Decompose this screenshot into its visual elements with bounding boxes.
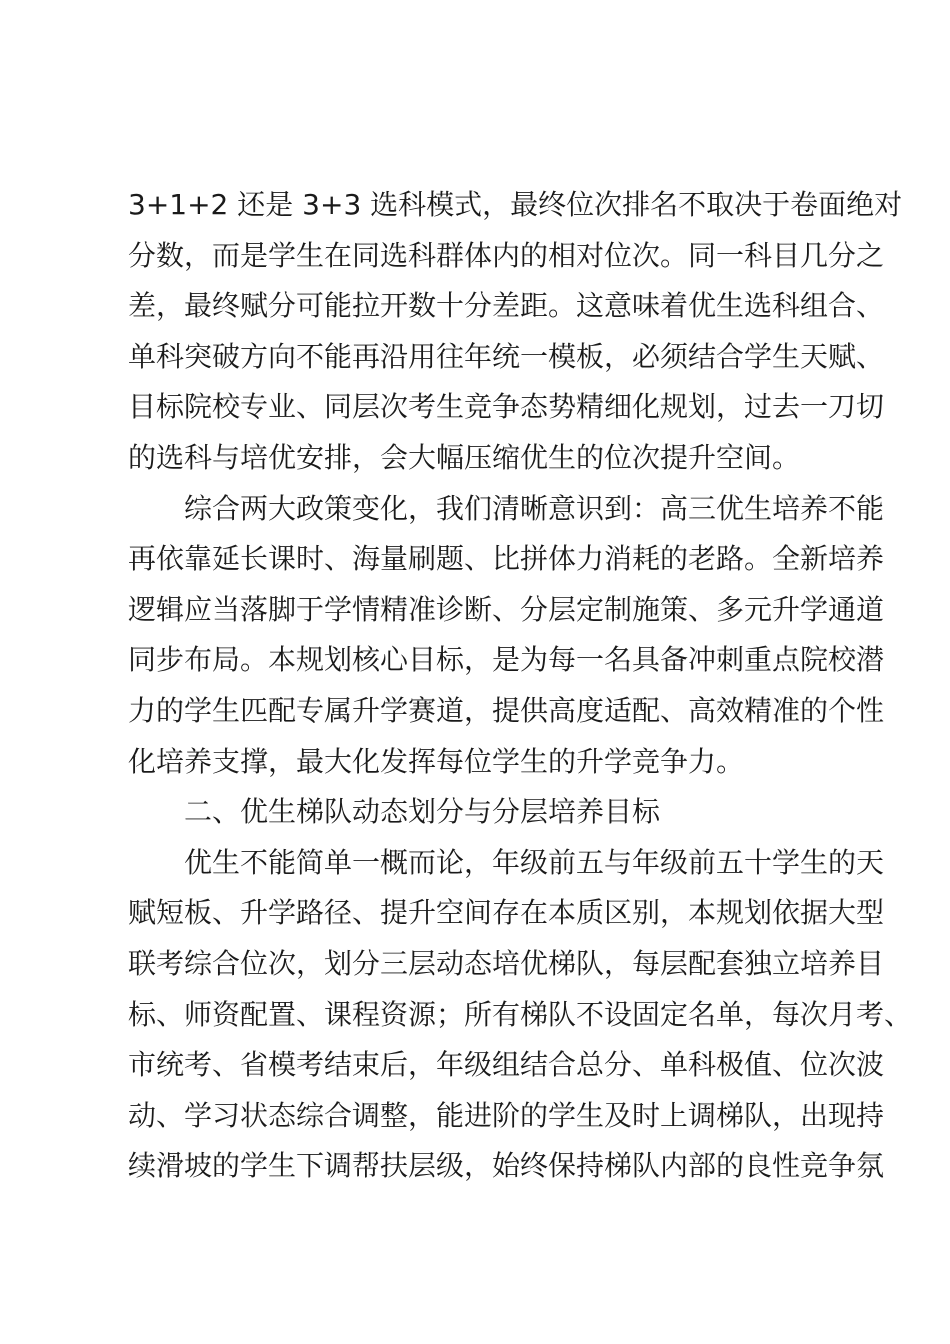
paragraph-line: 联考综合位次，划分三层动态培优梯队，每层配套独立培养目: [128, 946, 885, 980]
paragraph-line: 市统考、省模考结束后，年级组结合总分、单科极值、位次波: [128, 1048, 885, 1082]
paragraph-line: 化培养支撑，最大化发挥每位学生的升学竞争力。: [128, 744, 745, 778]
paragraph-line: 同步布局。本规划核心目标，是为每一名具备冲刺重点院校潜: [128, 643, 885, 677]
paragraph-line: 赋短板、升学路径、提升空间存在本质区别，本规划依据大型: [128, 896, 885, 930]
paragraph-line: 动、学习状态综合调整，能进阶的学生及时上调梯队，出现持: [128, 1098, 885, 1132]
paragraph-line: 力的学生匹配专属升学赛道，提供高度适配、高效精准的个性: [128, 693, 885, 727]
paragraph-line: 逻辑应当落脚于学情精准诊断、分层定制施策、多元升学通道: [128, 592, 885, 626]
paragraph-line: 差，最终赋分可能拉开数十分差距。这意味着优生选科组合、: [128, 289, 885, 323]
paragraph-line: 综合两大政策变化，我们清晰意识到：高三优生培养不能: [184, 491, 885, 525]
paragraph-line: 单科突破方向不能再沿用往年统一模板，必须结合学生天赋、: [128, 339, 885, 373]
section-heading: 二、优生梯队动态划分与分层培养目标: [184, 795, 661, 829]
paragraph-line: 优生不能简单一概而论，年级前五与年级前五十学生的天: [184, 845, 885, 879]
paragraph-line: 3+1+2 还是 3+3 选科模式，最终位次排名不取决于卷面绝对: [128, 188, 903, 221]
paragraph-line: 目标院校专业、同层次考生竞争态势精细化规划，过去一刀切: [128, 390, 885, 424]
paragraph-line: 续滑坡的学生下调帮扶层级，始终保持梯队内部的良性竞争氛: [128, 1149, 885, 1183]
document-body: [128, 180, 913, 1192]
paragraph-line: 分数，而是学生在同选科群体内的相对位次。同一科目几分之: [128, 238, 885, 272]
paragraph-line: 再依靠延长课时、海量刷题、比拼体力消耗的老路。全新培养: [128, 542, 885, 576]
paragraph-line: 的选科与培优安排，会大幅压缩优生的位次提升空间。: [128, 440, 801, 474]
paragraph-line: 标、师资配置、课程资源；所有梯队不设固定名单，每次月考、: [128, 997, 913, 1031]
